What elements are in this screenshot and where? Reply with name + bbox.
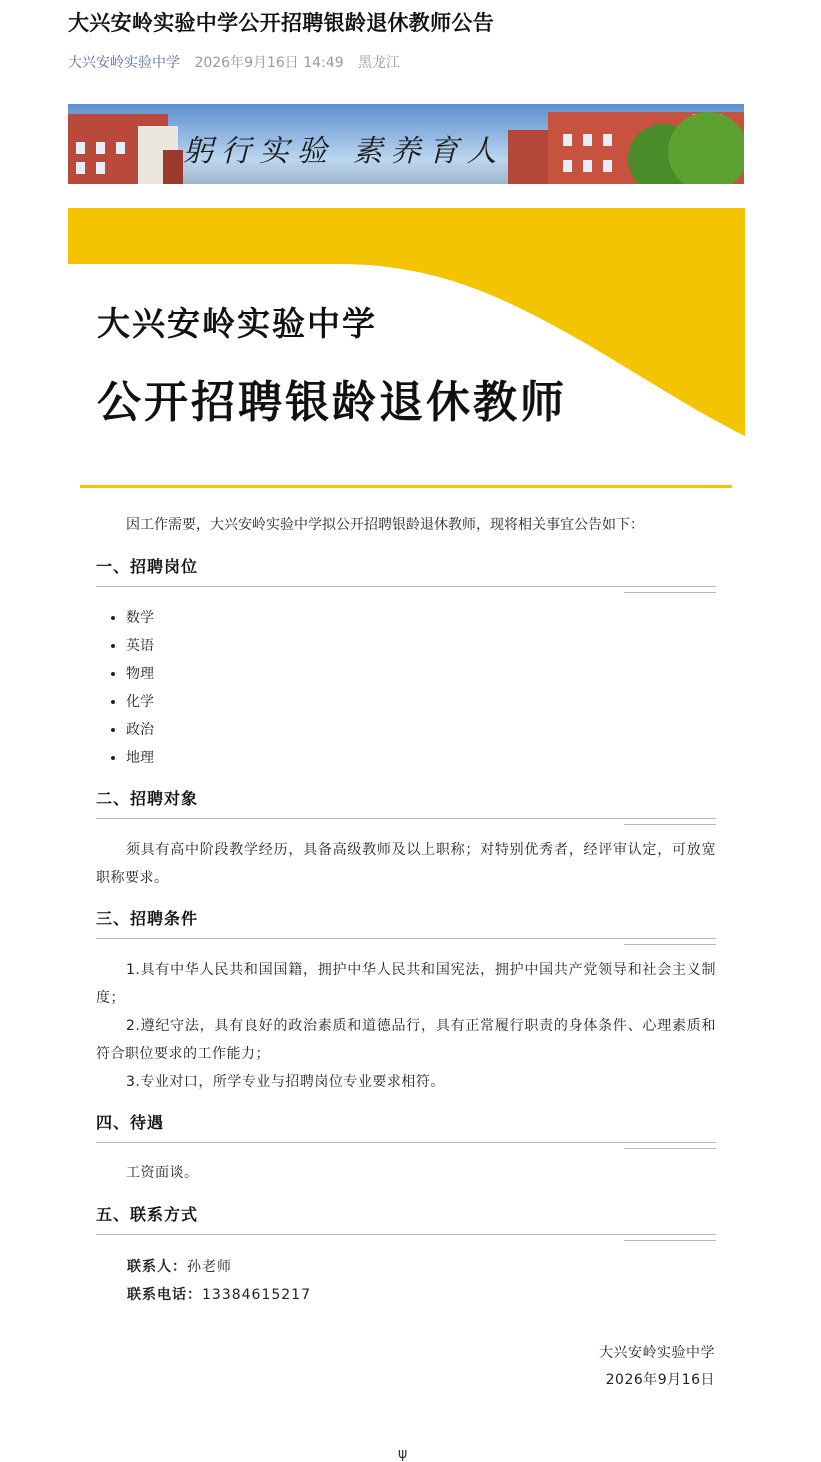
section-conditions-title: 三、招聘条件 xyxy=(96,909,199,928)
section-divider-accent xyxy=(624,592,716,593)
list-item: • 英语 xyxy=(126,632,154,660)
hero-header xyxy=(68,208,745,448)
condition-item-2: 2.遵纪守法，具有良好的政治素质和道德品行，具有正常履行职责的身体条件、心理素质和符合职位要求的工作能力； xyxy=(96,1018,716,1062)
publish-location: 黑龙江 xyxy=(358,55,401,71)
list-item: • 物理 xyxy=(126,660,154,688)
condition-item-1: 1.具有中华人民共和国国籍，拥护中华人民共和国宪法，拥护中国共产党领导和社会主义制度； xyxy=(96,962,716,1006)
article-title: 大兴安岭实验中学公开招聘银龄退休教师公告 xyxy=(68,11,494,35)
list-item: • 化学 xyxy=(126,688,154,716)
contact-person xyxy=(127,1256,232,1276)
contact-person-value: 孙老师 xyxy=(187,1259,232,1275)
author-link[interactable]: 大兴安岭实验中学 xyxy=(68,55,180,71)
banner-motto: 躬行实验 素养育人 xyxy=(183,134,505,169)
positions-list xyxy=(96,604,154,772)
hero-recruit-title: 公开招聘银龄退休教师 xyxy=(97,377,567,428)
section-divider xyxy=(96,1234,716,1235)
section-divider xyxy=(96,1142,716,1143)
contact-phone-value[interactable]: 13384615217 xyxy=(202,1287,311,1303)
section-divider-accent xyxy=(624,824,716,825)
condition-item-3: 3.专业对口，所学专业与招聘岗位专业要求相符。 xyxy=(126,1074,445,1090)
intro-paragraph: 因工作需要，大兴安岭实验中学拟公开招聘银龄退休教师，现将相关事宜公告如下： xyxy=(126,517,644,533)
contact-person-label: 联系人： xyxy=(127,1259,187,1275)
section-divider-accent xyxy=(624,1240,716,1241)
list-item: • 数学 xyxy=(126,604,154,632)
section-divider xyxy=(96,938,716,939)
article-meta xyxy=(68,52,400,72)
footer-ornament: ψ xyxy=(398,1446,408,1462)
target-paragraph: 须具有高中阶段教学经历，具备高级教师及以上职称；对特别优秀者，经评审认定，可放宽职称要求。 xyxy=(96,842,716,886)
benefits-paragraph: 工资面谈。 xyxy=(126,1165,199,1181)
contact-phone xyxy=(127,1284,311,1304)
section-divider-accent xyxy=(624,944,716,945)
signature-org: 大兴安岭实验中学 xyxy=(599,1345,715,1361)
contact-phone-label: 联系电话： xyxy=(127,1287,202,1303)
section-positions-title: 一、招聘岗位 xyxy=(96,557,199,576)
section-benefits-title: 四、待遇 xyxy=(96,1113,165,1132)
list-item: • 地理 xyxy=(126,744,154,772)
hero-school-name: 大兴安岭实验中学 xyxy=(97,304,377,343)
publish-time: 2026年9月16日 14:49 xyxy=(194,55,344,71)
section-target-title: 二、招聘对象 xyxy=(96,789,199,808)
school-banner-image xyxy=(68,104,744,184)
section-contact-title: 五、联系方式 xyxy=(96,1205,199,1224)
section-divider-accent xyxy=(624,1148,716,1149)
section-divider xyxy=(96,586,716,587)
signature-date: 2026年9月16日 xyxy=(605,1372,715,1388)
section-divider xyxy=(96,818,716,819)
hero-divider xyxy=(80,485,732,488)
list-item: • 政治 xyxy=(126,716,154,744)
